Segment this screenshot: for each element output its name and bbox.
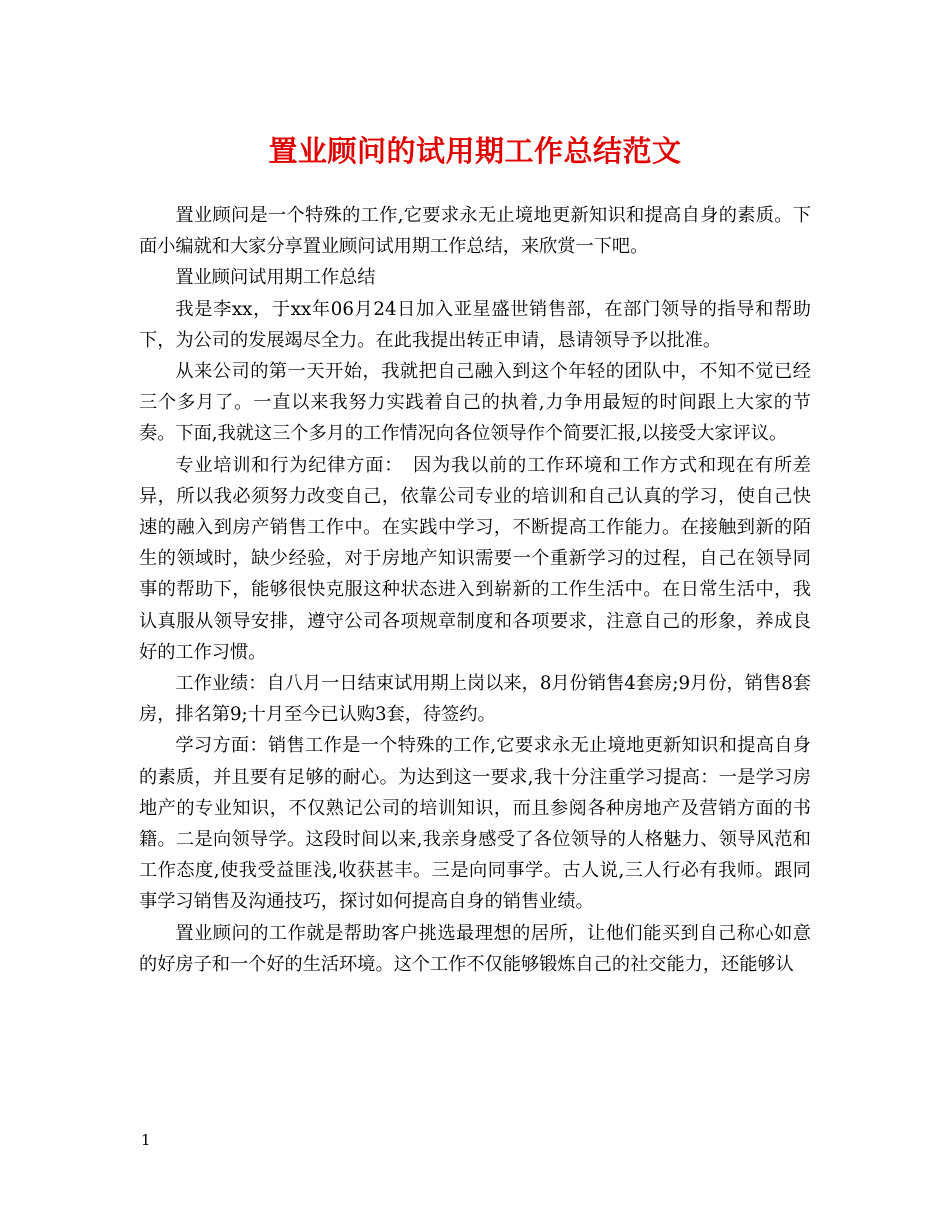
paragraph-subtitle: 置业顾问试用期工作总结 — [175, 267, 376, 289]
paragraph-self-introduction: 我是李xx，于xx年06月24日加入亚星盛世销售部，在部门领导的指导和帮助下，为公司的发展竭尽全力。在此我提出转正申请，恳请领导予以批准。 — [139, 298, 811, 351]
paragraph-training-discipline: 专业培训和行为纪律方面： 因为我以前的工作环境和工作方式和现在有所差异，所以我必须努力改变自己，依靠公司专业的培训和自己认真的学习，使自己快速的融入到房产销售工作中。在实践中学习，不断提高工作能力。在接触到新的陌生的领域时，缺少经验，对于房地产知识需要一个重新学习的过程，自己在领导同事的帮助下，能够很快克服这种状态进入到崭新的工作生活中。在日常生活中，我认真服从领导安排，遵守公司各项规章制度和各项要求，注意自己的形象，养成良好的工作习惯。 — [139, 454, 811, 663]
document-title: 置业顾问的试用期工作总结范文 — [268, 134, 682, 168]
document-body — [139, 200, 811, 980]
paragraph-work-performance: 工作业绩：自八月一日结束试用期上岗以来，8月份销售4套房;9月份，销售8套房，排名第9;十月至今已认购3套，待签约。 — [139, 673, 811, 726]
page-number: 1 — [141, 1131, 151, 1149]
paragraph-learning: 学习方面：销售工作是一个特殊的工作,它要求永无止境地更新知识和提高自身的素质，并且要有足够的耐心。为达到这一要求,我十分注重学习提高：一是学习房地产的专业知识，不仅熟记公司的培训知识，而且参阅各种房地产及营销方面的书籍。二是向领导学。这段时间以来,我亲身感受了各位领导的人格魅力、领导风范和工作态度,使我受益匪浅,收获甚丰。三是向同事学。古人说,三人行必有我师。跟同事学习销售及沟通技巧，探讨如何提高自身的销售业绩。 — [139, 735, 811, 913]
paragraph-team-integration: 从来公司的第一天开始，我就把自己融入到这个年轻的团队中，不知不觉已经三个多月了。一直以来我努力实践着自己的执着,力争用最短的时间跟上大家的节奏。下面,我就这三个多月的工作情况向各位领导作个简要汇报,以接受大家评议。 — [139, 361, 811, 445]
paragraph-intro: 置业顾问是一个特殊的工作,它要求永无止境地更新知识和提高自身的素质。下面小编就和大家分享置业顾问试用期工作总结，来欣赏一下吧。 — [139, 205, 811, 258]
paragraph-role-description: 置业顾问的工作就是帮助客户挑选最理想的居所，让他们能买到自己称心如意的好房子和一个好的生活环境。这个工作不仅能够锻炼自己的社交能力，还能够认 — [139, 922, 811, 975]
